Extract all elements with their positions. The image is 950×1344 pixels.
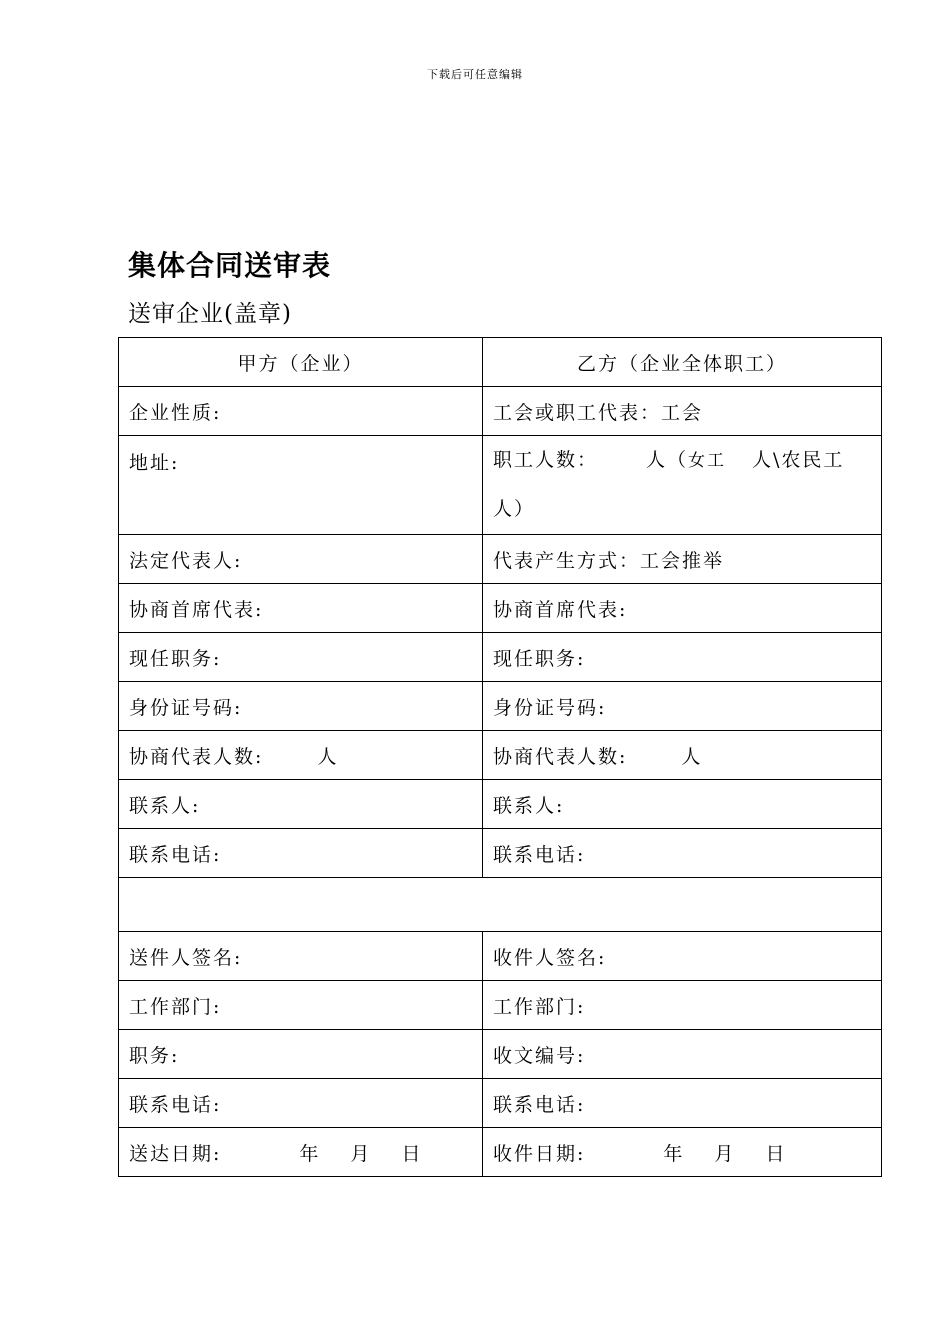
sender-title-field[interactable]: 职务: — [119, 1030, 483, 1079]
sender-phone-field[interactable]: 联系电话: — [119, 1079, 483, 1128]
employee-count-unit: 人（ — [646, 449, 689, 471]
migrant-workers-label: 人\农民工 — [752, 449, 845, 471]
employee-count-label: 职工人数： — [493, 449, 599, 471]
chief-negotiator-a-field[interactable]: 协商首席代表: — [119, 584, 483, 633]
table-row — [119, 932, 882, 981]
document-subtitle: 送审企业(盖章) — [128, 301, 292, 327]
department-a-field[interactable]: 工作部门: — [119, 981, 483, 1030]
id-number-a-field[interactable]: 身份证号码: — [119, 682, 483, 731]
receiver-signature-field[interactable]: 收件人签名: — [483, 932, 882, 981]
delivery-year-label: 年 — [299, 1142, 321, 1165]
female-workers-label: 女工 — [688, 451, 727, 471]
table-row — [119, 584, 882, 633]
date-row — [119, 1128, 882, 1177]
position-a-field[interactable]: 现任职务: — [119, 633, 483, 682]
table-row — [119, 682, 882, 731]
rep-count-a-unit: 人 — [317, 745, 339, 768]
rep-count-a-label: 协商代表人数: — [129, 745, 264, 768]
sender-signature-field[interactable]: 送件人签名: — [119, 932, 483, 981]
table-row — [119, 633, 882, 682]
table-header-row — [119, 338, 882, 387]
employee-count-field[interactable] — [483, 436, 882, 535]
table-row — [119, 1030, 882, 1079]
id-number-b-field[interactable]: 身份证号码: — [483, 682, 882, 731]
party-b-header: 乙方（企业全体职工） — [483, 338, 882, 387]
table-row — [119, 535, 882, 584]
union-representative-field[interactable]: 工会或职工代表：工会 — [483, 387, 882, 436]
receipt-day-label: 日 — [765, 1142, 787, 1165]
contact-person-a-field[interactable]: 联系人: — [119, 780, 483, 829]
blank-separator-row — [119, 878, 882, 932]
receiver-phone-field[interactable]: 联系电话: — [483, 1079, 882, 1128]
representative-selection-field[interactable]: 代表产生方式：工会推举 — [483, 535, 882, 584]
table-row — [119, 387, 882, 436]
rep-count-b-unit: 人 — [681, 745, 703, 768]
document-number-field[interactable]: 收文编号: — [483, 1030, 882, 1079]
position-b-field[interactable]: 现任职务: — [483, 633, 882, 682]
enterprise-nature-field[interactable]: 企业性质: — [119, 387, 483, 436]
chief-negotiator-b-field[interactable]: 协商首席代表: — [483, 584, 882, 633]
address-field[interactable]: 地址: — [119, 436, 483, 535]
blank-separator-cell — [119, 878, 882, 932]
address-row — [119, 436, 882, 535]
table-row — [119, 780, 882, 829]
receipt-year-label: 年 — [663, 1142, 685, 1165]
rep-count-b-field[interactable] — [483, 731, 882, 780]
table-row — [119, 1079, 882, 1128]
phone-a-field[interactable]: 联系电话: — [119, 829, 483, 878]
table-row — [119, 829, 882, 878]
delivery-date-field[interactable] — [119, 1128, 483, 1177]
header-note: 下载后可任意编辑 — [427, 68, 523, 81]
document-title: 集体合同送审表 — [128, 249, 332, 282]
migrant-workers-unit: 人） — [493, 498, 536, 520]
department-b-field[interactable]: 工作部门: — [483, 981, 882, 1030]
delivery-month-label: 月 — [350, 1142, 372, 1165]
rep-count-a-field[interactable] — [119, 731, 483, 780]
rep-count-b-label: 协商代表人数: — [493, 745, 628, 768]
review-form-table — [118, 337, 882, 1177]
receipt-date-label: 收件日期: — [493, 1142, 586, 1165]
contact-person-b-field[interactable]: 联系人: — [483, 780, 882, 829]
receipt-date-field[interactable] — [483, 1128, 882, 1177]
delivery-date-label: 送达日期: — [129, 1142, 222, 1165]
party-a-header: 甲方（企业） — [119, 338, 483, 387]
table-row — [119, 731, 882, 780]
table-row — [119, 981, 882, 1030]
phone-b-field[interactable]: 联系电话: — [483, 829, 882, 878]
legal-representative-field[interactable]: 法定代表人: — [119, 535, 483, 584]
delivery-day-label: 日 — [401, 1142, 423, 1165]
receipt-month-label: 月 — [714, 1142, 736, 1165]
